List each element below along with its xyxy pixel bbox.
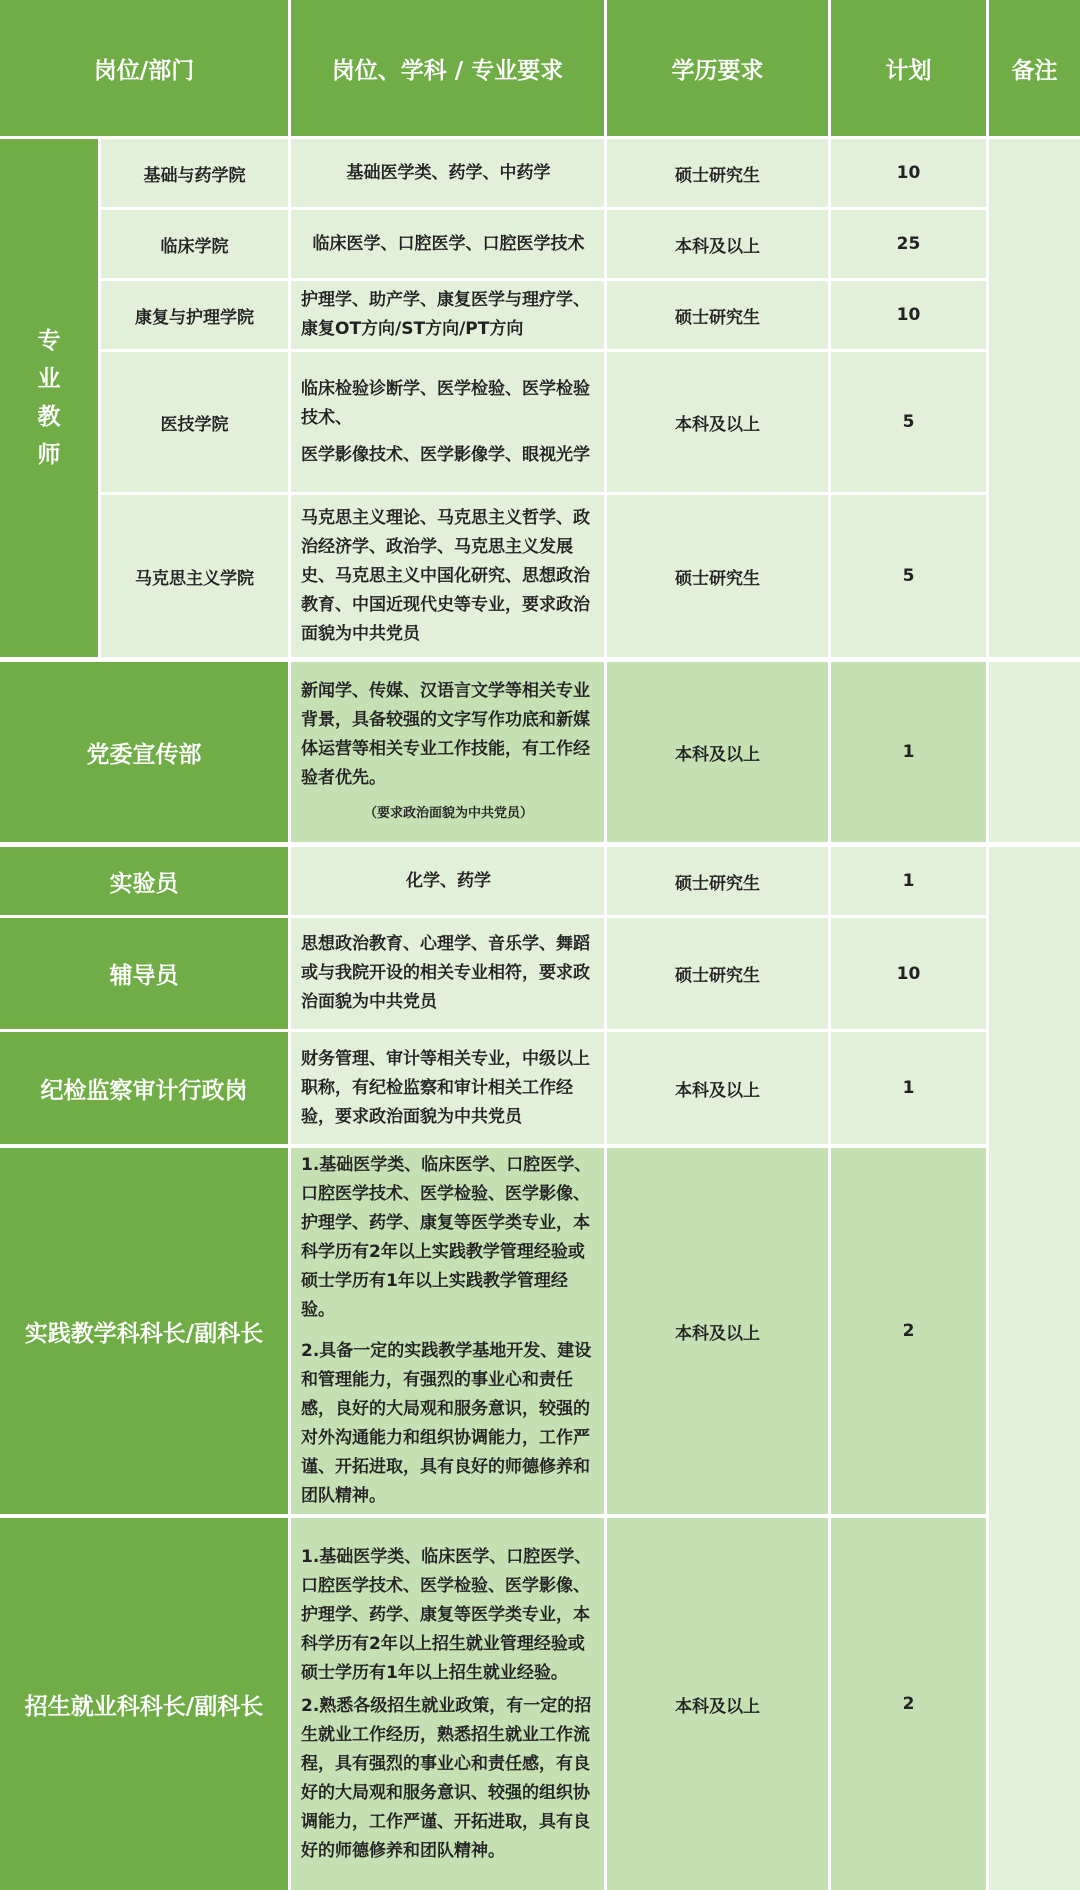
dept-cell: 医技学院: [101, 352, 288, 492]
education-cell: 本科及以上: [607, 1148, 828, 1514]
requirement-paragraph: 1.基础医学类、临床医学、口腔医学、口腔医学技术、医学检验、医学影像、护理学、药学、康复等医学类专业，本科学历有2年以上招生就业管理经验或硕士学历有1年以上招生就业经验。: [301, 1546, 592, 1683]
header-plan: 计划: [831, 0, 986, 136]
dept-cell: 康复与护理学院: [101, 281, 288, 349]
education-cell: 硕士研究生: [607, 847, 828, 915]
requirement-cell: [291, 352, 604, 492]
post-cell: 辅导员: [0, 918, 288, 1029]
requirement-note: （要求政治面貌为中共党员）: [363, 805, 533, 821]
group-label-char: 业: [37, 366, 61, 392]
dept-cell: 基础与药学院: [101, 139, 288, 207]
requirement-cell: [291, 662, 604, 842]
plan-cell: 10: [831, 139, 986, 207]
group-label-professional-teachers: [0, 139, 98, 657]
post-cell: 纪检监察审计行政岗: [0, 1032, 288, 1144]
requirement-cell: 基础医学类、药学、中药学: [291, 139, 604, 207]
plan-cell: 5: [831, 352, 986, 492]
group-label-char: 专: [37, 328, 61, 354]
plan-cell: 1: [831, 1032, 986, 1144]
post-cell: 党委宣传部: [0, 662, 288, 842]
plan-cell: 10: [831, 918, 986, 1029]
requirement-paragraph: 医学影像技术、医学影像学、眼视光学: [301, 444, 590, 465]
requirement-cell: 临床医学、口腔医学、口腔医学技术: [291, 210, 604, 278]
dept-cell: 马克思主义学院: [101, 495, 288, 657]
requirement-paragraph: 2.熟悉各级招生就业政策，有一定的招生就业工作经历，熟悉招生就业工作流程，具有强烈的事业心和责任感，有良好的大局观和服务意识、较强的组织协调能力，工作严谨、开拓进取，具有良好的师德修养和团队精神。: [301, 1695, 592, 1861]
remark-cell: [989, 139, 1080, 657]
plan-cell: 1: [831, 847, 986, 915]
post-cell: 招生就业科科长/副科长: [0, 1518, 288, 1890]
education-cell: 本科及以上: [607, 1518, 828, 1890]
education-cell: 本科及以上: [607, 1032, 828, 1144]
requirement-cell: 化学、药学: [291, 847, 604, 915]
requirement-cell: 财务管理、审计等相关专业，中级以上职称，有纪检监察和审计相关工作经验，要求政治面貌为中共党员: [291, 1032, 604, 1144]
remark-cell: [989, 847, 1080, 1890]
requirement-cell: [291, 1518, 604, 1890]
education-cell: 硕士研究生: [607, 139, 828, 207]
requirement-cell: 护理学、助产学、康复医学与理疗学、康复OT方向/ST方向/PT方向: [291, 281, 604, 349]
remark-cell: [989, 662, 1080, 842]
group-label-char: 教: [37, 404, 61, 430]
education-cell: 本科及以上: [607, 352, 828, 492]
plan-cell: 1: [831, 662, 986, 842]
header-remark: 备注: [989, 0, 1080, 136]
header-education: 学历要求: [607, 0, 828, 136]
plan-cell: 25: [831, 210, 986, 278]
header-post-dept: 岗位/部门: [0, 0, 288, 136]
requirement-paragraph: 新闻学、传媒、汉语言文学等相关专业背景，具备较强的文字写作功底和新媒体运营等相关专业工作技能，有工作经验者优先。: [301, 680, 590, 788]
education-cell: 本科及以上: [607, 662, 828, 842]
plan-cell: 2: [831, 1518, 986, 1890]
post-cell: 实践教学科科长/副科长: [0, 1148, 288, 1514]
requirement-cell: [291, 1148, 604, 1514]
requirement-paragraph: 临床检验诊断学、医学检验、医学检验技术、: [301, 378, 590, 428]
plan-cell: 2: [831, 1148, 986, 1514]
requirement-cell: 马克思主义理论、马克思主义哲学、政治经济学、政治学、马克思主义发展史、马克思主义中国化研究、思想政治教育、中国近现代史等专业，要求政治面貌为中共党员: [291, 495, 604, 657]
post-cell: 实验员: [0, 847, 288, 915]
education-cell: 硕士研究生: [607, 495, 828, 657]
education-cell: 硕士研究生: [607, 918, 828, 1029]
requirement-cell: 思想政治教育、心理学、音乐学、舞蹈或与我院开设的相关专业相符，要求政治面貌为中共党员: [291, 918, 604, 1029]
requirement-paragraph: 2.具备一定的实践教学基地开发、建设和管理能力，有强烈的事业心和责任感，良好的大局观和服务意识，较强的对外沟通能力和组织协调能力，工作严谨、开拓进取，具有良好的师德修养和团队精神。: [301, 1341, 592, 1506]
plan-cell: 10: [831, 281, 986, 349]
education-cell: 硕士研究生: [607, 281, 828, 349]
dept-cell: 临床学院: [101, 210, 288, 278]
education-cell: 本科及以上: [607, 210, 828, 278]
group-label-char: 师: [37, 442, 61, 468]
plan-cell: 5: [831, 495, 986, 657]
header-requirement: 岗位、学科 / 专业要求: [291, 0, 604, 136]
requirement-paragraph: 1.基础医学类、临床医学、口腔医学、口腔医学技术、医学检验、医学影像、护理学、药学、康复等医学类专业，本科学历有2年以上实践教学管理经验或硕士学历有1年以上实践教学管理经验。: [301, 1155, 592, 1320]
